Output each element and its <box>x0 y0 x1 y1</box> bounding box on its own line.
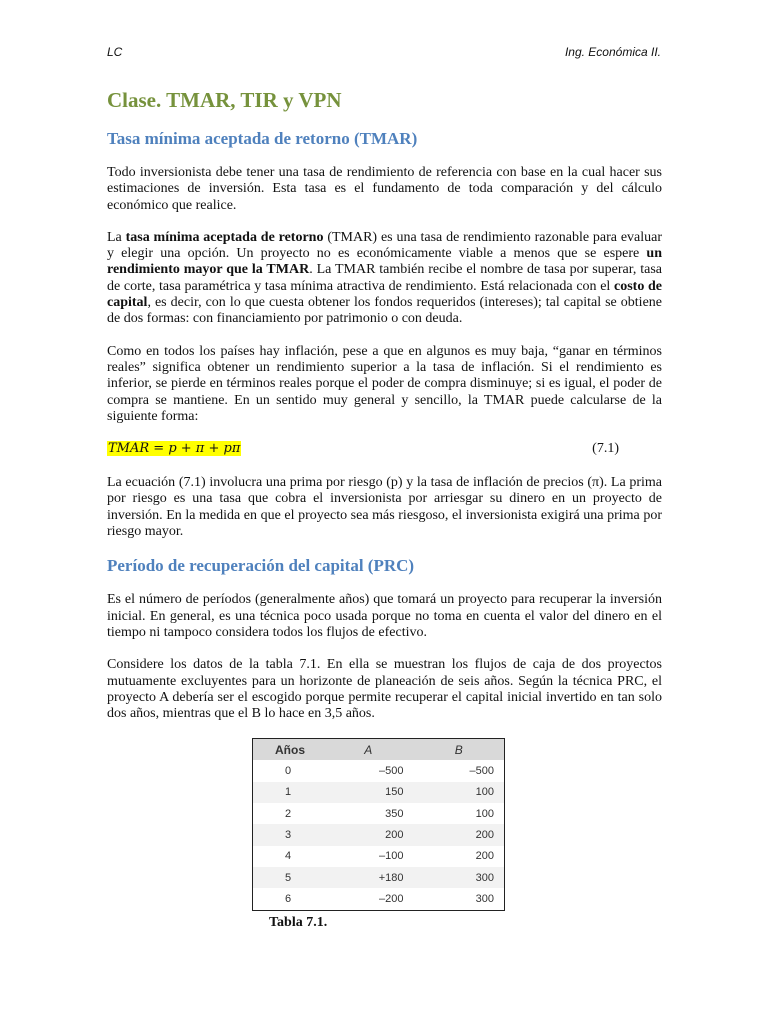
section-heading-tmar: Tasa mínima aceptada de retorno (TMAR) <box>107 129 418 148</box>
table-cell: 350 <box>385 807 404 820</box>
page-header <box>107 45 661 65</box>
equation-row <box>107 441 662 459</box>
equation-tmar: TMAR = p + π + pπ <box>108 441 241 457</box>
table-cell: –500 <box>469 765 494 778</box>
table-cell: –100 <box>379 850 404 863</box>
document-body <box>107 88 662 931</box>
table-cell: 4 <box>284 850 292 863</box>
table-row <box>253 846 505 867</box>
table-cell: 6 <box>284 892 292 905</box>
table-cell: 5 <box>253 867 324 888</box>
table-cell: –500 <box>379 765 404 778</box>
table-cell: –200 <box>379 892 404 905</box>
table-row <box>253 803 505 824</box>
table-row <box>253 888 505 910</box>
table-cell: 200 <box>414 824 505 845</box>
header-left: LC <box>107 45 123 59</box>
column-header-b: B <box>414 739 505 761</box>
cashflow-table <box>252 738 505 910</box>
table-cell: +180 <box>323 867 414 888</box>
table-row <box>253 867 505 888</box>
paragraph-prc-definition: Es el número de períodos (generalmente años) que tomará un proyecto para recuperar la inversión inicial. En general, es una técnica poco usada porque no toma en cuenta el valor del dinero en el tiempo ni tampoco considera todos los flujos de efectivo. <box>107 592 662 640</box>
table-cell: 200 <box>323 824 414 845</box>
paragraph-tmar-definition: La tasa mínima aceptada de retorno (TMAR) es una tasa de rendimiento razonable para evaluar y elegir una opción. Un proyecto no es económicamente viable a menos que se espere un rendimiento mayor que la TMAR. La TMAR también recibe el nombre de tasa por superar, tasa de corte, tasa paramétrica y tasa mínima atractiva de rendimiento. Está relacionada con el costo de capital, es decir, con lo que cuesta obtener los fondos requeridos (intereses); tal capital se obtiene de dos formas: con financiamiento por patrimonio o con deuda. <box>107 229 663 327</box>
table-header-row <box>253 739 505 761</box>
paragraph-risk-premium: La ecuación (7.1) involucra una prima por riesgo (p) y la tasa de inflación de precios (π). La prima por riesgo es una tasa que cobra el inversionista por arriesgar su dinero en un proyecto de inversión. En la medida en que el proyecto sea más riesgoso, el inversionista exigirá una prima por riesgo mayor. <box>107 475 662 540</box>
table-cell: 100 <box>414 782 505 803</box>
table-cell: 300 <box>475 892 494 905</box>
header-right: Ing. Económica II. <box>564 45 661 59</box>
table-cell: 3 <box>253 824 324 845</box>
table-cell: 2 <box>284 807 292 820</box>
table-cell: 200 <box>475 850 494 863</box>
paragraph-prc-example: Considere los datos de la tabla 7.1. En ella se muestran los flujos de caja de dos proyectos mutuamente excluyentes para un horizonte de planeación de seis años. Según la técnica PRC, el proyecto A debería ser el escogido porque permite recuperar el capital inicial invertido en tan solo dos años, mientras que el B lo hace en 3,5 años. <box>107 657 662 722</box>
paragraph-tmar-intro: Todo inversionista debe tener una tasa de rendimiento de referencia con base en la cual hacer sus estimaciones de inversión. Esta tasa es el fundamento de toda comparación y del cálculo económico que realice. <box>107 165 662 213</box>
column-header-years: Años <box>253 739 324 761</box>
table-cell: 100 <box>475 807 494 820</box>
table-cell: 150 <box>323 782 414 803</box>
table-row <box>253 782 505 803</box>
table-row <box>253 760 505 781</box>
table-cell: 1 <box>253 782 324 803</box>
equation-number: (7.1) <box>592 441 619 457</box>
page-title: Clase. TMAR, TIR y VPN <box>107 88 342 112</box>
paragraph-inflation: Como en todos los países hay inflación, pese a que en algunos es muy baja, “ganar en términos reales” significa obtener un rendimiento superior a la tasa de inflación. Si el rendimiento es inferior, se pierde en términos reales porque el poder de compra disminuye; si es igual, el poder de compra se mantiene. En un sentido muy general y sencillo, la TMAR puede calcularse de la siguiente forma: <box>107 343 662 424</box>
table-caption: Tabla 7.1. <box>269 914 328 930</box>
cashflow-table-container <box>252 738 662 930</box>
table-cell: 300 <box>414 867 505 888</box>
column-header-a: A <box>323 739 414 761</box>
table-cell: 0 <box>284 765 292 778</box>
table-row <box>253 824 505 845</box>
section-heading-prc: Período de recuperación del capital (PRC) <box>107 556 415 576</box>
